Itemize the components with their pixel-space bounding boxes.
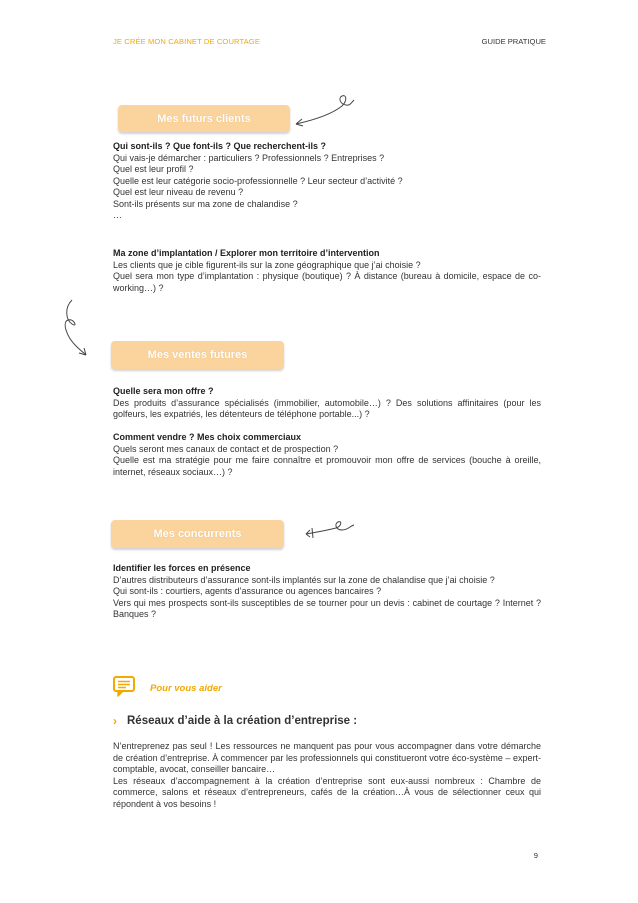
concurrents-line: Vers qui mes prospects sont-ils susceptibles de se tourner pour un devis : cabinet de courtage ? Internet ? Banques ? xyxy=(113,597,541,619)
zone-line: Les clients que je cible figurent-ils sur la zone géographique que j’ai choisie ? xyxy=(113,259,421,270)
concurrents-line: Qui sont-ils : courtiers, agents d’assurance ou agences bancaires ? xyxy=(113,586,382,596)
ventes-block xyxy=(113,386,541,478)
help-label: Pour vous aider xyxy=(150,682,222,694)
reseaux-block xyxy=(113,741,541,810)
offre-heading: Quelle sera mon offre ? xyxy=(113,386,214,396)
pill-label: Mes ventes futures xyxy=(147,349,248,361)
doodle-arrow-icon xyxy=(58,298,94,360)
pill-concurrents xyxy=(111,520,284,548)
reseaux-paragraph: Les réseaux d’accompagnement à la création d’entreprise sont eux-aussi nombreux : Chambre de commerce, salons et réseaux d’entrepreneurs, cafés de la création…À vous de sélectionner ceux qui répondent à vos besoins ! xyxy=(113,775,541,809)
clients-line: Quel est leur profil ? xyxy=(113,164,194,174)
clients-line: Qui vais-je démarcher : particuliers ? Professionnels ? Entreprises ? xyxy=(113,152,385,163)
offre-text: Des produits d’assurance spécialisés (immobilier, automobile…) ? Des solutions affinitaires (pour les golfeurs, les expatriés, les détenteurs de téléphone portable...) ? xyxy=(113,397,541,419)
clients-line: Quelle est leur catégorie socio-professionnelle ? Leur secteur d’activité ? xyxy=(113,175,403,186)
clients-heading: Qui sont-ils ? Que font-ils ? Que recherchent-ils ? xyxy=(113,141,327,151)
clients-line: Quel est leur niveau de revenu ? xyxy=(113,187,244,197)
header-document-title: JE CRÉE MON CABINET DE COURTAGE xyxy=(113,37,260,46)
reseaux-title xyxy=(113,714,357,728)
zone-block xyxy=(113,248,541,294)
chevron-right-icon: › xyxy=(113,714,117,728)
pill-futurs-clients xyxy=(118,105,290,132)
doodle-arrow-icon xyxy=(300,516,360,544)
clients-line: Sont-ils présents sur ma zone de chalandise ? xyxy=(113,198,298,209)
concurrents-block xyxy=(113,563,541,621)
pill-label: Mes futurs clients xyxy=(157,112,251,125)
header-guide-label: GUIDE PRATIQUE xyxy=(481,37,546,46)
pill-ventes-futures xyxy=(111,341,284,369)
reseaux-paragraph: N’entreprenez pas seul ! Les ressources ne manquent pas pour vous accompagner dans votre démarche de création d’entreprise. À commencer par les professionnels qui constitueront votre éco-système – expert-comptable, avocat, conseiller bancaire… xyxy=(113,741,541,774)
vendre-line: Quelle est ma stratégie pour me faire connaître et promouvoir mon offre de services (bouche à oreille, internet, réseaux sociaux…) ? xyxy=(113,455,541,477)
page-number: 9 xyxy=(533,851,538,860)
vendre-line: Quels seront mes canaux de contact et de prospection ? xyxy=(113,443,339,454)
vendre-heading: Comment vendre ? Mes choix commerciaux xyxy=(113,432,302,442)
concurrents-line: D’autres distributeurs d’assurance sont-ils implantés sur la zone de chalandise que j’ai choisie ? xyxy=(113,574,495,585)
clients-block xyxy=(113,141,541,222)
pill-label: Mes concurrents xyxy=(153,528,242,540)
zone-heading: Ma zone d’implantation / Explorer mon territoire d’intervention xyxy=(113,248,380,258)
chat-bubble-icon xyxy=(112,675,136,697)
concurrents-heading: Identifier les forces en présence xyxy=(113,563,251,573)
zone-line: Quel sera mon type d’implantation : physique (boutique) ? À distance (bureau à domicile, espace de co-working…) ? xyxy=(113,271,541,293)
help-row xyxy=(112,675,222,697)
doodle-arrow-icon xyxy=(292,92,360,132)
clients-line: … xyxy=(113,210,122,220)
reseaux-title-text: Réseaux d’aide à la création d’entreprise : xyxy=(127,715,358,727)
